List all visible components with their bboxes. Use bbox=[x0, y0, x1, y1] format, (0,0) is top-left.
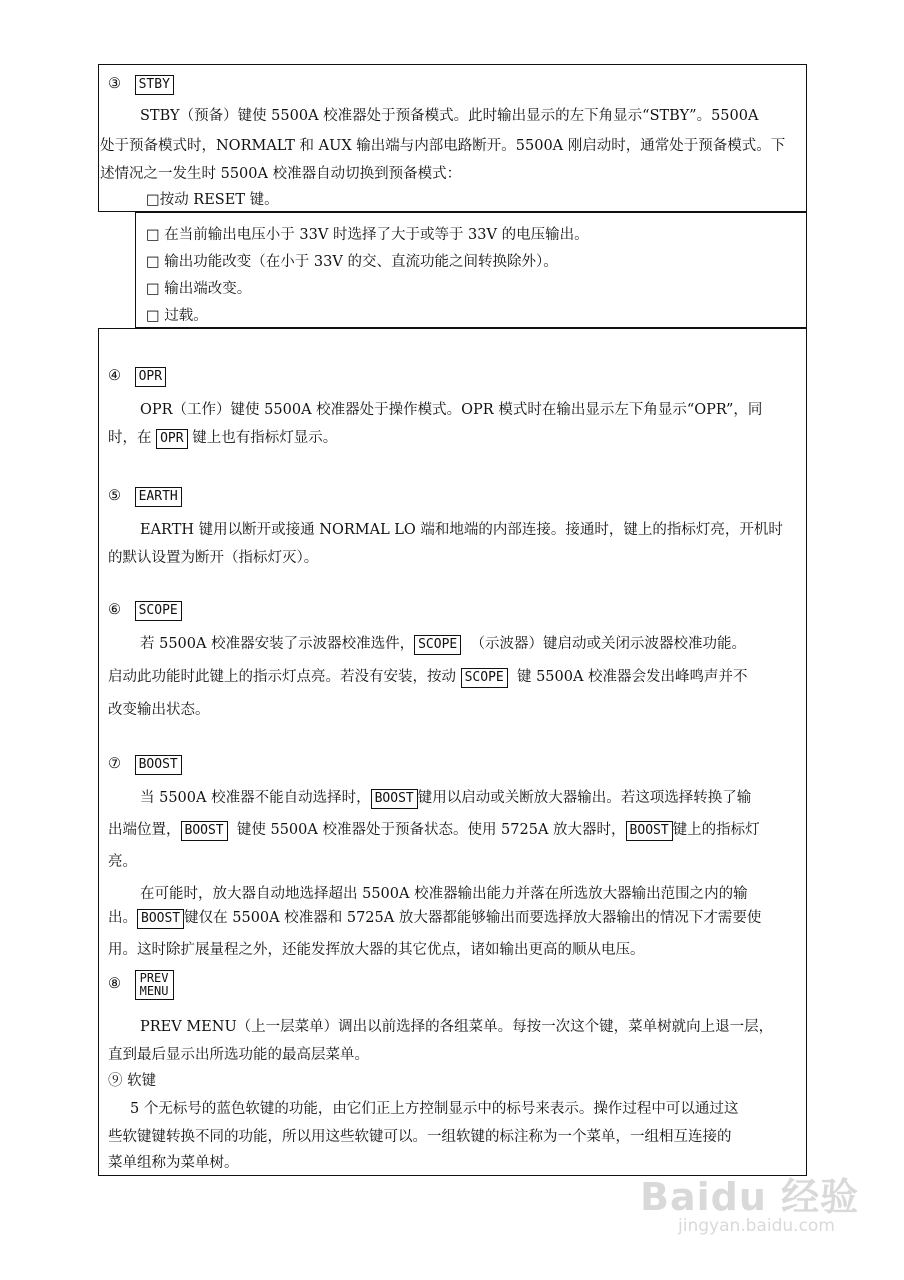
boost-key-inline-1: BOOST bbox=[371, 789, 418, 809]
s8-p2: 直到最后显示出所选功能的最高层菜单。 bbox=[108, 1047, 369, 1063]
s7-p5: 出。 BOOST 键仅在 5500A 校准器和 5725A 放大器都能够输出而要选择放大器输出的情况下才需要使 bbox=[108, 908, 761, 929]
s7-p6: 用。这时除扩展量程之外，还能发挥放大器的其它优点，诸如输出更高的顺从电压。 bbox=[108, 942, 645, 958]
opr-key: OPR bbox=[135, 367, 166, 387]
s7-heading: ⑦ BOOST bbox=[108, 754, 182, 775]
s9-heading: ⑨ 软键 bbox=[108, 1073, 157, 1089]
s4-heading: ④ OPR bbox=[108, 366, 166, 387]
s3-p1: STBY（预备）键使 5500A 校准器处于预备模式。此时输出显示的左下角显示“STBY”。5500A bbox=[140, 108, 759, 124]
s3-bullet-2: □ 输出功能改变（在小于 33V 的交、直流功能之间转换除外）。 bbox=[146, 254, 558, 270]
s3-bullet-3: □ 输出端改变。 bbox=[146, 281, 252, 297]
s6-p3: 改变输出状态。 bbox=[108, 702, 210, 718]
s7-p4: 在可能时，放大器自动地选择超出 5500A 校准器输出能力并落在所选放大器输出范围之内的输 bbox=[140, 886, 748, 902]
s5-p2: 的默认设置为断开（指标灯灭）。 bbox=[108, 550, 319, 566]
s3-bullet-reset: □按动 RESET 键。 bbox=[146, 192, 279, 208]
baidu-watermark-url: jingyan.baidu.com bbox=[678, 1216, 835, 1236]
boost-key-inline-4: BOOST bbox=[137, 909, 184, 929]
s9-p1: 5 个无标号的蓝色软键的功能，由它们正上方控制显示中的标号来表示。操作过程中可以通过这 bbox=[130, 1101, 739, 1117]
s5-heading: ⑤ EARTH bbox=[108, 486, 182, 507]
s7-p2: 出端位置， BOOST 键使 5500A 校准器处于预备状态。使用 5725A 放大器时， BOOST 键上的指标灯 bbox=[108, 820, 760, 841]
boost-key-inline-2: BOOST bbox=[181, 821, 228, 841]
s7-p1: 当 5500A 校准器不能自动选择时， BOOST 键用以启动或关断放大器输出。若这项选择转换了输 bbox=[140, 788, 751, 809]
s5-p1: EARTH 键用以断开或接通 NORMAL LO 端和地端的内部连接。接通时，键上的指标灯亮，开机时 bbox=[140, 522, 783, 538]
earth-key: EARTH bbox=[135, 487, 182, 507]
s3-heading: ③ STBY bbox=[108, 74, 174, 95]
s6-p2: 启动此功能时此键上的指示灯点亮。若没有安装，按动 SCOPE 键 5500A 校准器会发出峰鸣声并不 bbox=[108, 667, 748, 688]
s3-bullet-1: □ 在当前输出电压小于 33V 时选择了大于或等于 33V 的电压输出。 bbox=[146, 227, 589, 243]
s4-p2: 时，在 OPR 键上也有指标灯显示。 bbox=[108, 428, 337, 449]
s3-p2: 处于预备模式时，NORMALT 和 AUX 输出端与内部电路断开。5500A 刚启动时，通常处于预备模式。下 bbox=[100, 138, 786, 154]
s3-bullet-4: □ 过载。 bbox=[146, 308, 208, 324]
scope-key-inline-2: SCOPE bbox=[461, 668, 508, 688]
opr-key-inline: OPR bbox=[156, 429, 187, 449]
s8-heading: ⑧ PREV MENU bbox=[108, 970, 174, 1006]
scope-key-inline-1: SCOPE bbox=[414, 635, 461, 655]
s6-p1: 若 5500A 校准器安装了示波器校准选件， SCOPE （示波器）键启动或关闭示波器校准功能。 bbox=[140, 634, 746, 655]
s8-p1: PREV MENU（上一层菜单）调出以前选择的各组菜单。每按一次这个键，菜单树就向上退一层， bbox=[140, 1019, 774, 1035]
s9-p3: 菜单组称为菜单树。 bbox=[108, 1155, 239, 1171]
boost-key-inline-3: BOOST bbox=[626, 821, 673, 841]
s7-p3: 亮。 bbox=[108, 854, 137, 870]
s4-p1: OPR（工作）键使 5500A 校准器处于操作模式。OPR 模式时在输出显示左下角显示“OPR”，同 bbox=[140, 402, 763, 418]
scope-key: SCOPE bbox=[135, 601, 182, 621]
prev-menu-key: PREV MENU bbox=[135, 970, 174, 1000]
stby-key: STBY bbox=[135, 75, 174, 95]
s6-heading: ⑥ SCOPE bbox=[108, 600, 182, 621]
boost-key: BOOST bbox=[135, 755, 182, 775]
s3-p3: 述情况之一发生时 5500A 校准器自动切换到预备模式： bbox=[100, 166, 462, 182]
s9-p2: 些软键键转换不同的功能，所以用这些软键可以。一组软键的标注称为一个菜单，一组相互连接的 bbox=[108, 1129, 732, 1145]
baidu-watermark-logo: Baidu 经验 bbox=[640, 1175, 860, 1219]
